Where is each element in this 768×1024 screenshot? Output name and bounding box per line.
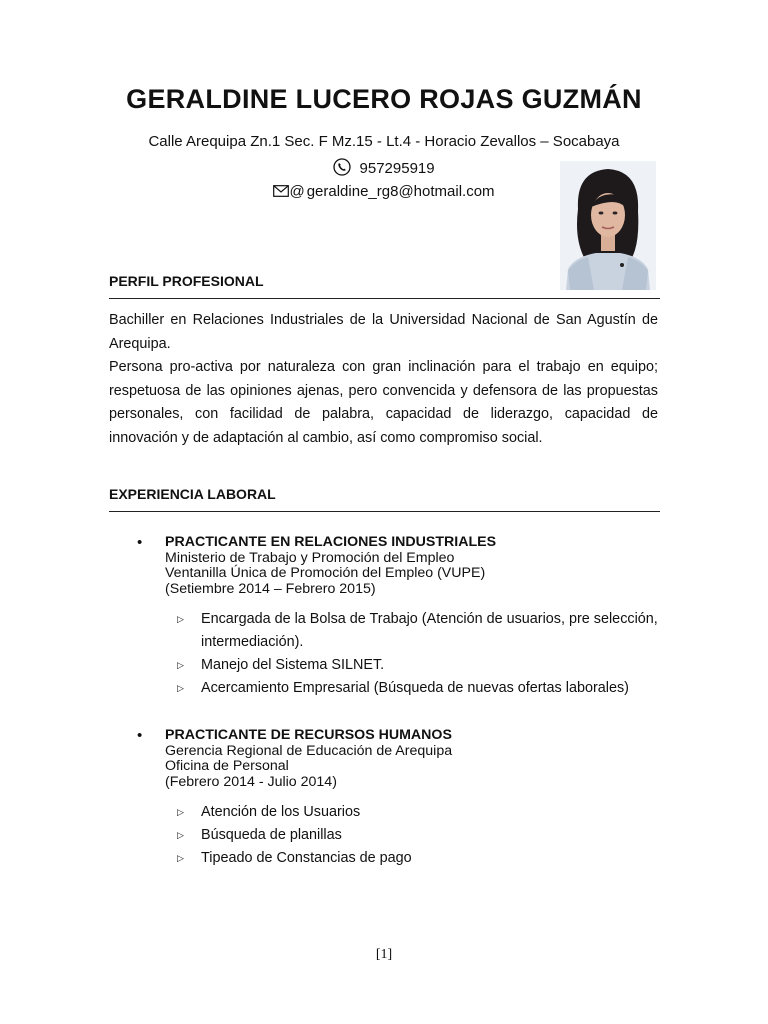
task-item: ▷ Búsqueda de planillas [201,824,342,847]
job-bullet: • [137,727,143,744]
job-title: PRACTICANTE EN RELACIONES INDUSTRIALES [165,534,497,550]
phone-number: 957295919 [359,159,435,177]
task-item: ▷ Encargada de la Bolsa de Trabajo (Atención de usuarios, pre selección, intermediación). [201,608,659,654]
arrow-bullet-icon: ▷ [177,660,184,670]
page-number: [1] [375,947,393,962]
job-unit: Ventanilla Única de Promoción del Empleo (VUPE) [165,565,486,581]
job-unit: Oficina de Personal [165,758,289,774]
profile-photo [560,161,656,290]
profile-text [109,309,658,451]
arrow-bullet-icon: ▷ [177,807,184,817]
address-line: Calle Arequipa Zn.1 Sec. F Mz.15 - Lt.4 - Horacio Zevallos – Socabaya [148,133,620,150]
task-item: ▷ Atención de los Usuarios [201,801,360,824]
task-item: ▷ Tipeado de Constancias de pago [201,847,412,870]
experience-section-title: EXPERIENCIA LABORAL [109,486,276,502]
profile-divider [109,298,660,299]
at-icon: @ [289,183,305,200]
profile-paragraph: Persona pro-activa por naturaleza con gran inclinación para el trabajo en equipo; respetuosa de las opiniones ajenas, pero convencida y defensora de las propuestas personales, con facilidad de palabra, capacidad de liderazgo, capacidad de innovación y de adaptación al cambio, así como compromiso social. [109,359,658,446]
task-item: ▷ Manejo del Sistema SILNET. [201,654,384,677]
profile-paragraph: Bachiller en Relaciones Industriales de la Universidad Nacional de San Agustín de Arequipa. [109,312,658,352]
arrow-bullet-icon: ▷ [177,683,184,693]
phone-icon [333,158,351,180]
job-period: (Febrero 2014 - Julio 2014) [165,773,337,790]
job-entry [165,728,452,790]
job-organization: Ministerio de Trabajo y Promoción del Empleo [165,549,455,566]
job-bullet: • [137,534,143,551]
job-title: PRACTICANTE DE RECURSOS HUMANOS [165,727,452,743]
arrow-bullet-icon: ▷ [177,830,184,840]
profile-section-title: PERFIL PROFESIONAL [109,273,264,289]
email-address: geraldine_rg8@hotmail.com [306,183,495,200]
job-period: (Setiembre 2014 – Febrero 2015) [165,580,376,597]
job-organization: Gerencia Regional de Educación de Arequipa [165,742,453,759]
arrow-bullet-icon: ▷ [177,853,184,863]
candidate-name: GERALDINE LUCERO ROJAS GUZMÁN [126,84,642,114]
job-entry [165,535,496,597]
experience-divider [109,511,660,512]
task-item: ▷ Acercamiento Empresarial (Búsqueda de nuevas ofertas laborales) [201,677,629,700]
envelope-icon [273,184,289,201]
arrow-bullet-icon: ▷ [177,614,184,624]
